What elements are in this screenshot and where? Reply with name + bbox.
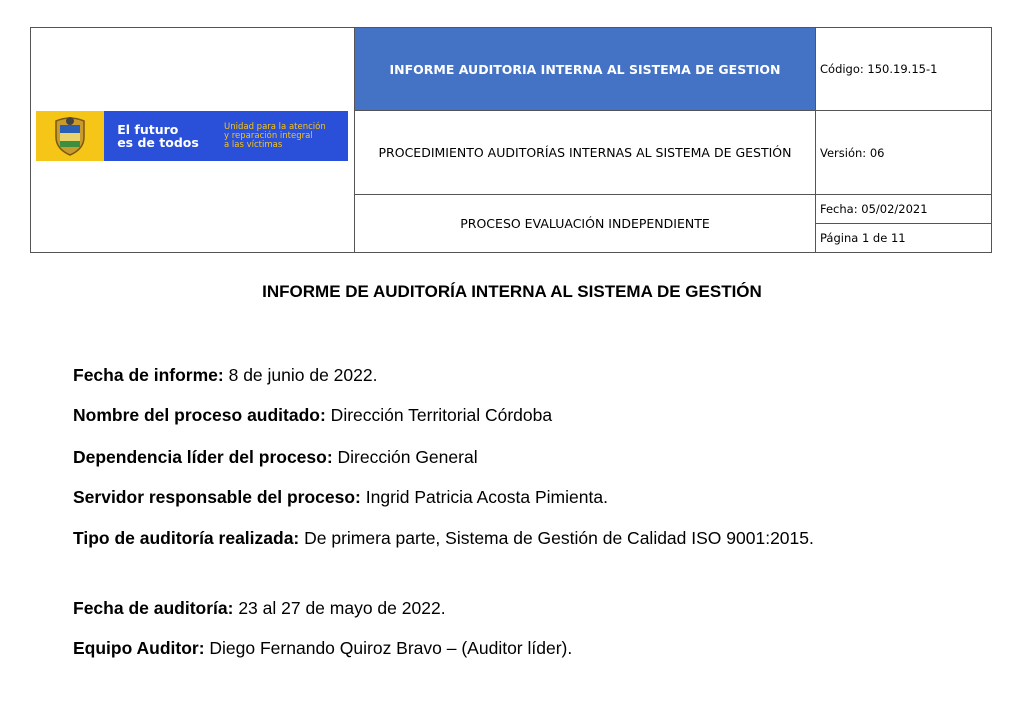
logo-entity-name: Unidad para la atención y reparación integral a las víctimas	[208, 111, 348, 161]
document-code: Código: 150.19.15-1	[816, 28, 992, 111]
date-page-cell	[816, 195, 992, 253]
institution-logo	[36, 111, 348, 161]
report-title-cell: INFORME AUDITORIA INTERNA AL SISTEMA DE GESTION	[355, 28, 816, 111]
coat-of-arms-icon	[36, 111, 104, 161]
audit-type-field: Tipo de auditoría realizada: De primera parte, Sistema de Gestión de Calidad ISO 9001:2015.	[73, 528, 814, 548]
document-version: Versión: 06	[816, 111, 992, 195]
procedure-cell: PROCEDIMIENTO AUDITORÍAS INTERNAS AL SISTEMA DE GESTIÓN	[355, 111, 816, 195]
audited-process-field: Nombre del proceso auditado: Dirección Territorial Córdoba	[73, 405, 553, 425]
logo-cell	[31, 28, 355, 253]
audit-date-field: Fecha de auditoría: 23 al 27 de mayo de 2022.	[73, 598, 446, 618]
lead-dependency-field: Dependencia líder del proceso: Dirección General	[73, 447, 478, 467]
document-title: INFORME DE AUDITORÍA INTERNA AL SISTEMA DE GESTIÓN	[262, 282, 762, 301]
audit-team-field: Equipo Auditor: Diego Fernando Quiroz Bravo – (Auditor líder).	[73, 638, 573, 658]
page-number: Página 1 de 11	[816, 223, 991, 252]
report-date-field: Fecha de informe: 8 de junio de 2022.	[73, 365, 378, 385]
responsible-server-field: Servidor responsable del proceso: Ingrid Patricia Acosta Pimienta.	[73, 487, 608, 507]
document-date: Fecha: 05/02/2021	[820, 202, 928, 216]
process-cell: PROCESO EVALUACIÓN INDEPENDIENTE	[355, 195, 816, 253]
document-header-table	[30, 27, 992, 253]
logo-slogan: El futuro es de todos	[104, 111, 208, 161]
